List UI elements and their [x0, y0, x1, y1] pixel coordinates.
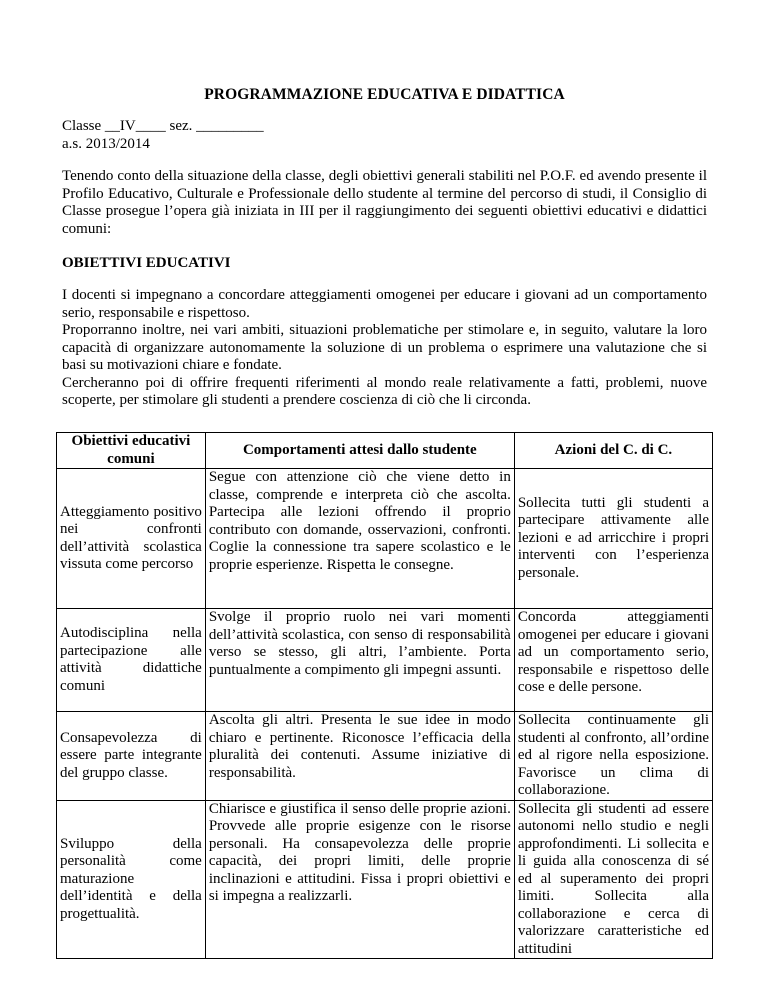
objective-cell: Autodisciplina nella partecipazione alle attività didattiche comuni	[57, 609, 206, 712]
header-actions: Azioni del C. di C.	[514, 433, 712, 469]
behaviours-cell: Chiarisce e giustifica il senso delle proprie azioni. Provvede alle proprie esigenze con le risorse personali. Ha consapevolezza delle proprie capacità, dei propri limiti, delle proprie inclinazioni e attitudini. Fissa i propri obiettivi e si impegna a realizzarli.	[205, 800, 514, 959]
header-objectives: Obiettivi educativi comuni	[57, 433, 206, 469]
actions-cell: Sollecita continuamente gli studenti al confronto, all’ordine ed al rigore nella esposizione. Favorisce un clima di collaborazione.	[514, 712, 712, 801]
behaviours-cell: Segue con attenzione ciò che viene detto in classe, comprende e interpreta ciò che ascolta. Partecipa alle lezioni offrendo il proprio contributo con domande, osservazioni, confronti. Coglie la connessione tra sapere scolastico e le proprie esperienze. Rispetta le consegne.	[205, 469, 514, 609]
header-behaviours: Comportamenti attesi dallo studente	[205, 433, 514, 469]
table-row	[57, 609, 713, 712]
objective-cell: Atteggiamento positivo nei confronti dell’attività scolastica vissuta come percorso	[57, 469, 206, 609]
school-year-line: a.s. 2013/2014	[62, 135, 150, 152]
paragraph: Cercheranno poi di offrire frequenti riferimenti al mondo reale relativamente a fatti, problemi, nuove scoperte, per stimolare gli studenti a prendere coscienza di ciò che li circonda.	[62, 374, 707, 408]
table-row	[57, 469, 713, 609]
class-line: Classe __IV____ sez. _________	[62, 118, 264, 134]
educational-objectives-text	[62, 287, 707, 410]
actions-cell: Sollecita tutti gli studenti a partecipare attivamente alle lezioni e ad arricchire i propri interventi con l’esperienza personale.	[514, 469, 712, 609]
paragraph: I docenti si impegnano a concordare atteggiamenti omogenei per educare i giovani ad un comportamento serio, responsabile e rispettoso.	[62, 287, 707, 321]
behaviours-cell: Svolge il proprio ruolo nei vari momenti dell’attività scolastica, con senso di responsabilità verso se stesso, gli altri, l’ambiente. Porta puntualmente a compimento gli impegni assunti.	[205, 609, 514, 712]
table-row	[57, 712, 713, 801]
paragraph: Proporranno inoltre, nei vari ambiti, situazioni problematiche per stimolare e, in seguito, valutare la loro capacità di organizzare autonomamente la soluzione di un problema o esprimere una valutazione che si basi su motivazioni chiare e fondate.	[62, 322, 707, 373]
objectives-table	[56, 432, 713, 959]
page-title: PROGRAMMAZIONE EDUCATIVA E DIDATTICA	[204, 86, 565, 103]
section-heading: OBIETTIVI EDUCATIVI	[62, 255, 231, 271]
intro-paragraph: Tenendo conto della situazione della classe, degli obiettivi generali stabiliti nel P.O.F. ed avendo presente il Profilo Educativo, Culturale e Professionale dello studente al termine del percorso di studi, il Consiglio di Classe prosegue l’opera già iniziata in III per il raggiungimento dei seguenti obiettivi educativi e didattici comuni:	[62, 168, 707, 237]
table-row	[57, 800, 713, 959]
behaviours-cell: Ascolta gli altri. Presenta le sue idee in modo chiaro e pertinente. Riconosce l’efficacia della pluralità dei contenuti. Assume iniziative di responsabilità.	[205, 712, 514, 801]
objective-cell: Sviluppo della personalità come maturazione dell’identità e della progettualità.	[57, 800, 206, 959]
objective-cell: Consapevolezza di essere parte integrante del gruppo classe.	[57, 712, 206, 801]
class-info	[62, 118, 264, 153]
actions-cell: Concorda atteggiamenti omogenei per educare i giovani ad un comportamento serio, responsabile e rispettoso delle cose e delle persone.	[514, 609, 712, 712]
table-header-row	[57, 433, 713, 469]
actions-cell: Sollecita gli studenti ad essere autonomi nello studio e negli approfondimenti. Li sollecita e li guida alla conoscenza di sé ed al superamento dei propri limiti. Sollecita alla collaborazione e cerca di valorizzare caratteristiche ed attitudini	[514, 800, 712, 959]
